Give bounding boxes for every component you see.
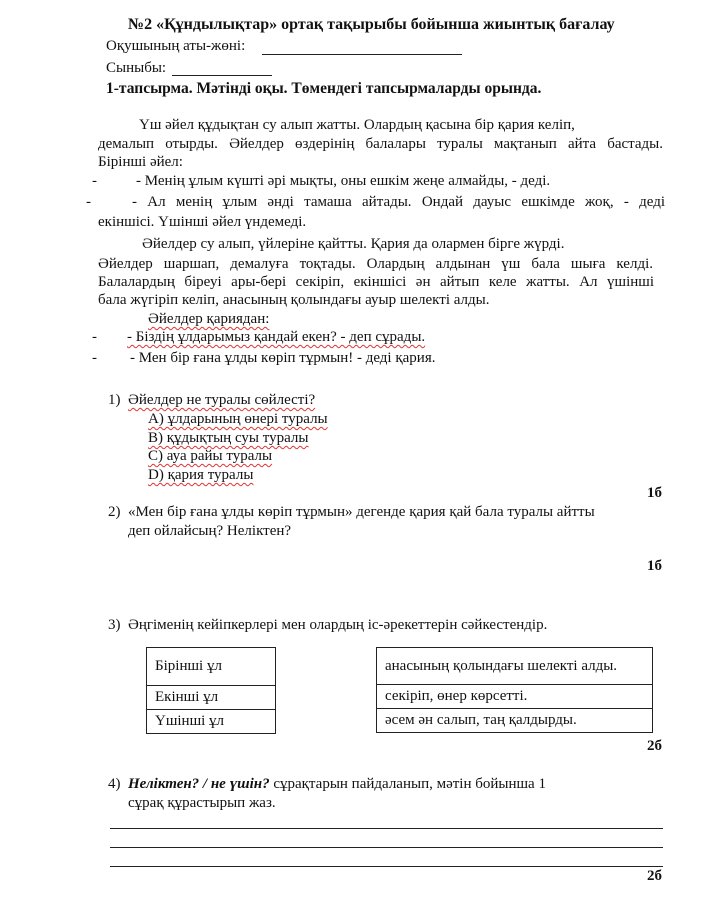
- question-4-rest: сұрақтарын пайдаланып, мәтін бойынша 1: [269, 776, 546, 792]
- question-number: 4): [108, 776, 121, 792]
- question-4-text: [128, 776, 546, 793]
- dialogue-line: - Біздің ұлдарымыз қандай екен? - деп сұрады.: [127, 329, 426, 345]
- answer-line[interactable]: [110, 828, 663, 829]
- question-4-text: сұрақ құрастырып жаз.: [128, 795, 276, 811]
- list-dash: -: [92, 329, 97, 345]
- score-label: 1б: [647, 558, 662, 574]
- answer-line[interactable]: [110, 866, 663, 867]
- score-label: 1б: [647, 485, 662, 501]
- table-cell[interactable]: секіріп, өнер көрсетті.: [377, 685, 653, 709]
- class-label: Сыныбы:: [106, 60, 167, 76]
- text-line: Әйелдер шаршап, демалуға тоқтады. Олардың алдынан үш бала шыға келді.: [98, 256, 653, 272]
- table-row: [147, 648, 276, 686]
- score-label: 2б: [647, 738, 662, 754]
- task1-heading: 1-тапсырма. Мәтінді оқы. Төмендегі тапсырмаларды орында.: [106, 80, 542, 97]
- actions-table: [376, 647, 653, 733]
- table-cell[interactable]: Бірінші ұл: [147, 648, 276, 686]
- dialogue-line: - Мен бір ғана ұлды көріп тұрмын! - деді қария.: [130, 350, 436, 366]
- student-name-label: Оқушының аты-жөні:: [106, 38, 246, 54]
- table-row: [147, 710, 276, 734]
- dialogue-line: - Менің ұлым күшті әрі мықты, оны ешкім жеңе алмайды, - деді.: [136, 173, 551, 189]
- question-4-emphasis: Неліктен? / не үшін?: [128, 776, 270, 792]
- table-row: [147, 686, 276, 710]
- text-line: Балалардың біреуі ары-бері секіріп, екіншісі ән айтып келе жатты. Ал үшінші: [98, 274, 654, 290]
- dialogue-line: екіншісі. Үшінші әйел үндемеді.: [98, 214, 307, 230]
- question-2-text: «Мен бір ғана ұлды көріп тұрмын» дегенде қария қай бала туралы айтты: [128, 504, 595, 520]
- score-label: 2б: [647, 868, 662, 884]
- question-number: 3): [108, 617, 121, 633]
- text-line: Бірінші әйел:: [98, 154, 183, 170]
- student-name-line[interactable]: [262, 54, 462, 55]
- table-cell[interactable]: әсем ән салып, таң қалдырды.: [377, 709, 653, 733]
- table-row: [377, 709, 653, 733]
- question-2-text: деп ойлайсың? Неліктен?: [128, 523, 292, 539]
- text-line: Әйелдер қариядан:: [148, 311, 270, 327]
- text-line: Үш әйел құдықтан су алып жатты. Олардың қасына бір қария келіп,: [139, 117, 575, 133]
- answer-option-d[interactable]: D) қария туралы: [148, 467, 254, 483]
- list-dash: -: [92, 350, 97, 366]
- table-cell[interactable]: Екінші ұл: [147, 686, 276, 710]
- list-dash: -: [92, 173, 97, 189]
- page-title: №2 «Құндылықтар» ортақ тақырыбы бойынша жиынтық бағалау: [128, 16, 615, 33]
- list-dash: -: [86, 194, 91, 210]
- answer-option-b[interactable]: B) құдықтың суы туралы: [148, 430, 309, 446]
- characters-table: [146, 647, 276, 734]
- text-line: Әйелдер су алып, үйлеріне қайтты. Қария да олармен бірге жүрді.: [142, 236, 565, 252]
- table-row: [377, 648, 653, 685]
- question-3-text: Әңгіменің кейіпкерлері мен олардың іс-әрекеттерін сәйкестендір.: [128, 617, 548, 633]
- class-line[interactable]: [172, 75, 272, 76]
- answer-option-a[interactable]: A) ұлдарының өнері туралы: [148, 411, 328, 427]
- table-row: [377, 685, 653, 709]
- answer-option-c[interactable]: C) ауа райы туралы: [148, 448, 273, 464]
- dialogue-line: - Ал менің ұлым әнді тамаша айтады. Ондай дауыс ешкімде жоқ, - деді: [132, 194, 665, 210]
- text-line: демалып отырды. Әйелдер өздерінің балалары туралы мақтанып айта бастады.: [98, 136, 663, 152]
- table-cell[interactable]: анасының қолындағы шелекті алды.: [377, 648, 653, 685]
- text-line: бала жүгіріп келіп, анасының қолындағы ауыр шелекті алды.: [98, 292, 490, 308]
- question-number: 2): [108, 504, 121, 520]
- question-1-text: Әйелдер не туралы сөйлесті?: [128, 392, 316, 408]
- answer-line[interactable]: [110, 847, 663, 848]
- table-cell[interactable]: Үшінші ұл: [147, 710, 276, 734]
- question-number: 1): [108, 392, 121, 408]
